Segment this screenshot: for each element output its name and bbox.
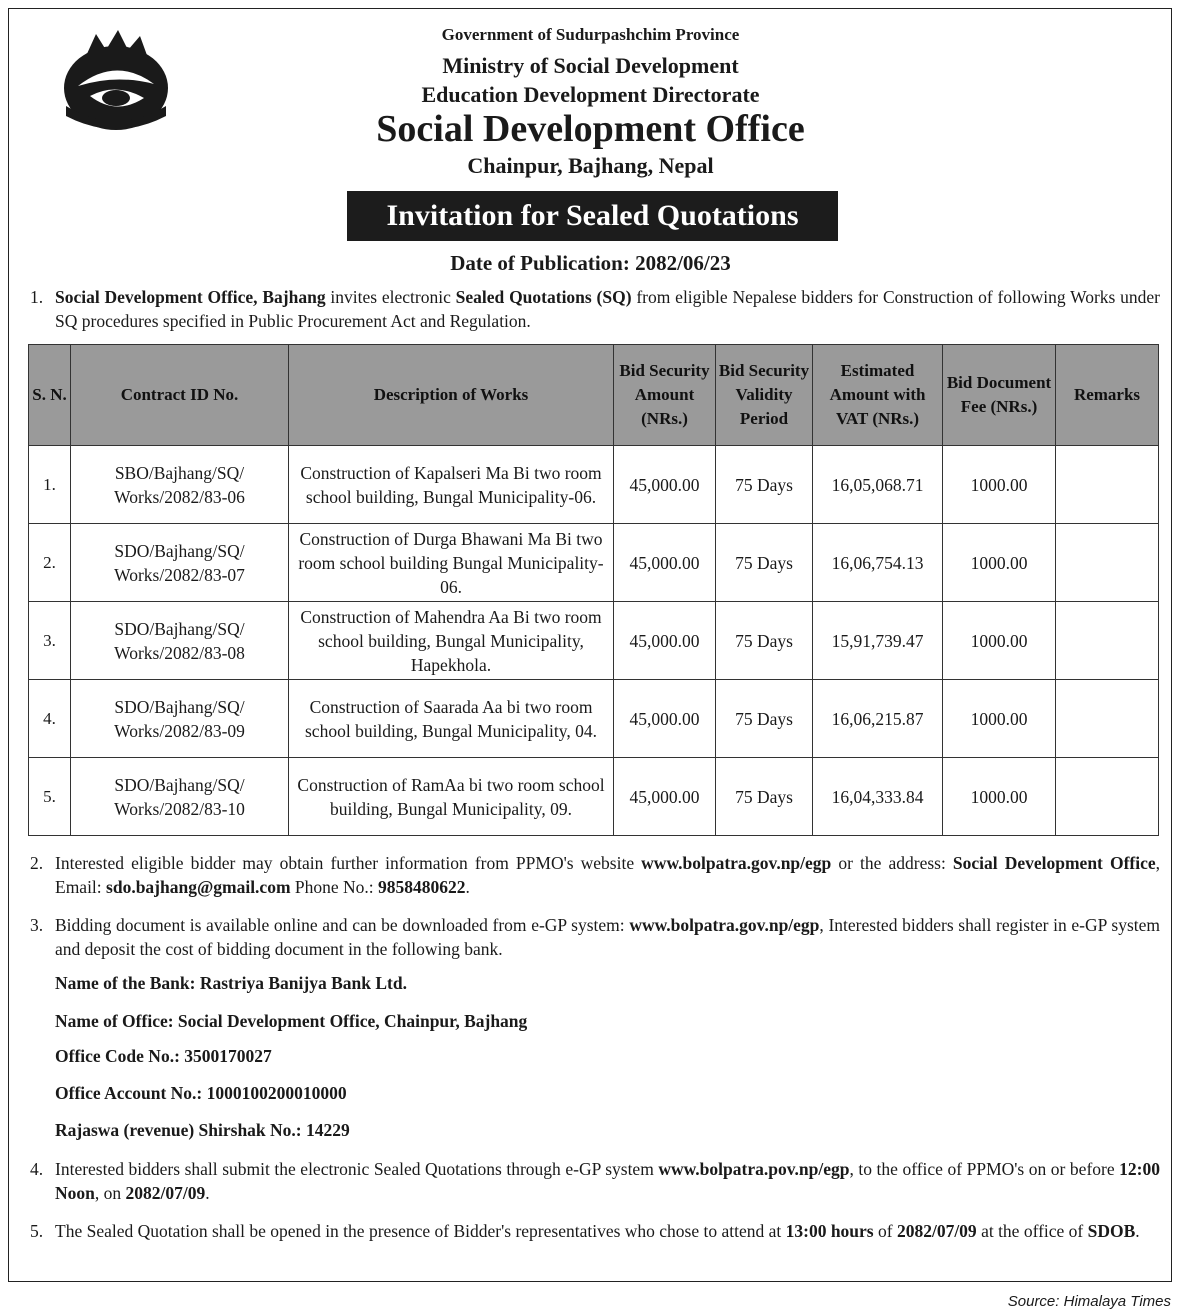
- header-fee: Bid Document Fee (NRs.): [943, 345, 1056, 446]
- cell-sn: 4.: [29, 680, 71, 758]
- cell-estimate: 16,05,068.71: [813, 446, 943, 524]
- clause-text: Phone No.:: [290, 877, 379, 897]
- clause-text: Bidding document is available online and can be downloaded from e-GP system:: [55, 915, 630, 935]
- cell-security: 45,000.00: [614, 680, 716, 758]
- cell-security: 45,000.00: [614, 602, 716, 680]
- opening-date: 2082/07/09: [896, 1221, 977, 1241]
- clause-text: The Sealed Quotation shall be opened in the presence of Bidder's representatives who chose to attend at: [55, 1221, 786, 1241]
- cell-estimate: 16,06,754.13: [813, 524, 943, 602]
- clause-4: [30, 1157, 1160, 1207]
- directorate-line: Education Development Directorate: [421, 82, 760, 107]
- sq-label: Sealed Quotations (SQ): [455, 287, 632, 307]
- clause-5: [30, 1219, 1160, 1269]
- table-row: [29, 446, 1159, 524]
- clause-text: , to the office of PPMO's on or before: [849, 1159, 1120, 1179]
- cell-remarks: [1056, 680, 1159, 758]
- cell-description: Construction of Mahendra Aa Bi two room school building, Bungal Municipality, Hapekhola.: [289, 602, 614, 680]
- cell-estimate: 16,04,333.84: [813, 758, 943, 836]
- clause-text: .: [465, 877, 470, 897]
- table-row: [29, 680, 1159, 758]
- cell-sn: 5.: [29, 758, 71, 836]
- cell-fee: 1000.00: [943, 758, 1056, 836]
- clause-number: 3.: [30, 915, 44, 935]
- cell-validity: 75 Days: [716, 524, 813, 602]
- cell-estimate: 15,91,739.47: [813, 602, 943, 680]
- cell-description: Construction of Durga Bhawani Ma Bi two room school building Bungal Municipality-06.: [289, 524, 614, 602]
- header-validity: Bid Security Validity Period: [716, 345, 813, 446]
- cell-sn: 2.: [29, 524, 71, 602]
- header-bid-security: Bid Security Amount (NRs.): [614, 345, 716, 446]
- cell-fee: 1000.00: [943, 446, 1056, 524]
- header-estimate: Estimated Amount with VAT (NRs.): [813, 345, 943, 446]
- office-account: Office Account No.: 1000100200010000: [55, 1083, 347, 1103]
- publication-date: Date of Publication: 2082/06/23: [450, 251, 731, 275]
- header-description: Description of Works: [289, 345, 614, 446]
- cell-description: Construction of Kapalseri Ma Bi two room school building, Bungal Municipality-06.: [289, 446, 614, 524]
- header-sn: S. N.: [29, 345, 71, 446]
- opening-time: 13:00 hours: [785, 1221, 874, 1241]
- phone-number: 9858480622: [378, 877, 466, 897]
- website-link[interactable]: www.bolpatra.gov.np/egp: [629, 915, 820, 935]
- clause-text: or the address:: [831, 853, 953, 873]
- clause-number: 5.: [30, 1221, 44, 1241]
- clause-number: 1.: [30, 287, 44, 307]
- cell-description: Construction of RamAa bi two room school building, Bungal Municipality, 09.: [289, 758, 614, 836]
- cell-sn: 3.: [29, 602, 71, 680]
- works-table: [28, 344, 1159, 836]
- cell-validity: 75 Days: [716, 602, 813, 680]
- header-contract-id: Contract ID No.: [71, 345, 289, 446]
- clause-text: of: [873, 1221, 897, 1241]
- cell-remarks: [1056, 446, 1159, 524]
- clause-2: [30, 851, 1160, 901]
- clause-1: [30, 285, 1160, 335]
- cell-fee: 1000.00: [943, 680, 1056, 758]
- website-link[interactable]: www.bolpatra.gov.np/egp: [641, 853, 832, 873]
- table-header-row: [29, 345, 1159, 446]
- cell-security: 45,000.00: [614, 524, 716, 602]
- cell-security: 45,000.00: [614, 758, 716, 836]
- cell-contract-id: SDO/Bajhang/SQ/ Works/2082/83-07: [71, 524, 289, 602]
- clause-number: 4.: [30, 1159, 44, 1179]
- email-link[interactable]: sdo.bajhang@gmail.com: [106, 877, 291, 897]
- table-row: [29, 524, 1159, 602]
- office-abbrev: SDOB: [1087, 1221, 1136, 1241]
- clause-3: [30, 913, 1160, 963]
- cell-contract-id: SBO/Bajhang/SQ/ Works/2082/83-06: [71, 446, 289, 524]
- clause-text: Interested eligible bidder may obtain further information from PPMO's website: [55, 853, 642, 873]
- clause-text: Interested bidders shall submit the electronic Sealed Quotations through e-GP system: [55, 1159, 659, 1179]
- table-row: [29, 758, 1159, 836]
- cell-remarks: [1056, 524, 1159, 602]
- cell-description: Construction of Saarada Aa bi two room school building, Bungal Municipality, 04.: [289, 680, 614, 758]
- clause-text: .: [205, 1183, 210, 1203]
- cell-validity: 75 Days: [716, 446, 813, 524]
- government-line: Government of Sudurpashchim Province: [441, 25, 740, 44]
- cell-security: 45,000.00: [614, 446, 716, 524]
- clause-text: .: [1135, 1221, 1140, 1241]
- table-row: [29, 602, 1159, 680]
- office-title: Social Development Office: [376, 108, 805, 150]
- office-location: Chainpur, Bajhang, Nepal: [467, 153, 714, 178]
- clause-text: at the office of: [976, 1221, 1088, 1241]
- cell-remarks: [1056, 602, 1159, 680]
- cell-contract-id: SDO/Bajhang/SQ/ Works/2082/83-09: [71, 680, 289, 758]
- cell-validity: 75 Days: [716, 758, 813, 836]
- clause-text: from eligible Nepalese bidders for Construction of following Works under SQ procedures specified in Public Procurement Act and Regulation.: [55, 287, 1160, 331]
- deadline-date: 2082/07/09: [125, 1183, 206, 1203]
- cell-remarks: [1056, 758, 1159, 836]
- clause-text: invites electronic: [325, 287, 456, 307]
- office-code: Office Code No.: 3500170027: [55, 1046, 272, 1066]
- deadline-time: 12:00 Noon: [55, 1159, 1160, 1203]
- notice-banner: Invitation for Sealed Quotations: [347, 191, 838, 241]
- cell-fee: 1000.00: [943, 524, 1056, 602]
- bank-office: Name of Office: Social Development Office, Chainpur, Bajhang: [55, 1011, 528, 1031]
- office-name: Social Development Office: [952, 853, 1156, 873]
- cell-contract-id: SDO/Bajhang/SQ/ Works/2082/83-08: [71, 602, 289, 680]
- cell-fee: 1000.00: [943, 602, 1056, 680]
- header-remarks: Remarks: [1056, 345, 1159, 446]
- clause-text: , on: [94, 1183, 126, 1203]
- source-credit: Source: Himalaya Times: [1007, 1293, 1171, 1310]
- clause-number: 2.: [30, 853, 44, 873]
- revenue-heading: Rajaswa (revenue) Shirshak No.: 14229: [55, 1120, 350, 1140]
- clause-text: , Email:: [55, 853, 1160, 897]
- cell-sn: 1.: [29, 446, 71, 524]
- cell-validity: 75 Days: [716, 680, 813, 758]
- cell-contract-id: SDO/Bajhang/SQ/ Works/2082/83-10: [71, 758, 289, 836]
- ministry-line: Ministry of Social Development: [442, 53, 739, 78]
- cell-estimate: 16,06,215.87: [813, 680, 943, 758]
- office-name: Social Development Office, Bajhang: [55, 287, 326, 307]
- bank-name: Name of the Bank: Rastriya Banijya Bank Ltd.: [55, 973, 407, 993]
- website-link[interactable]: www.bolpatra.pov.np/egp: [658, 1159, 850, 1179]
- clause-text: , Interested bidders shall register in e-GP system and deposit the cost of bidding document in the following bank.: [55, 915, 1160, 959]
